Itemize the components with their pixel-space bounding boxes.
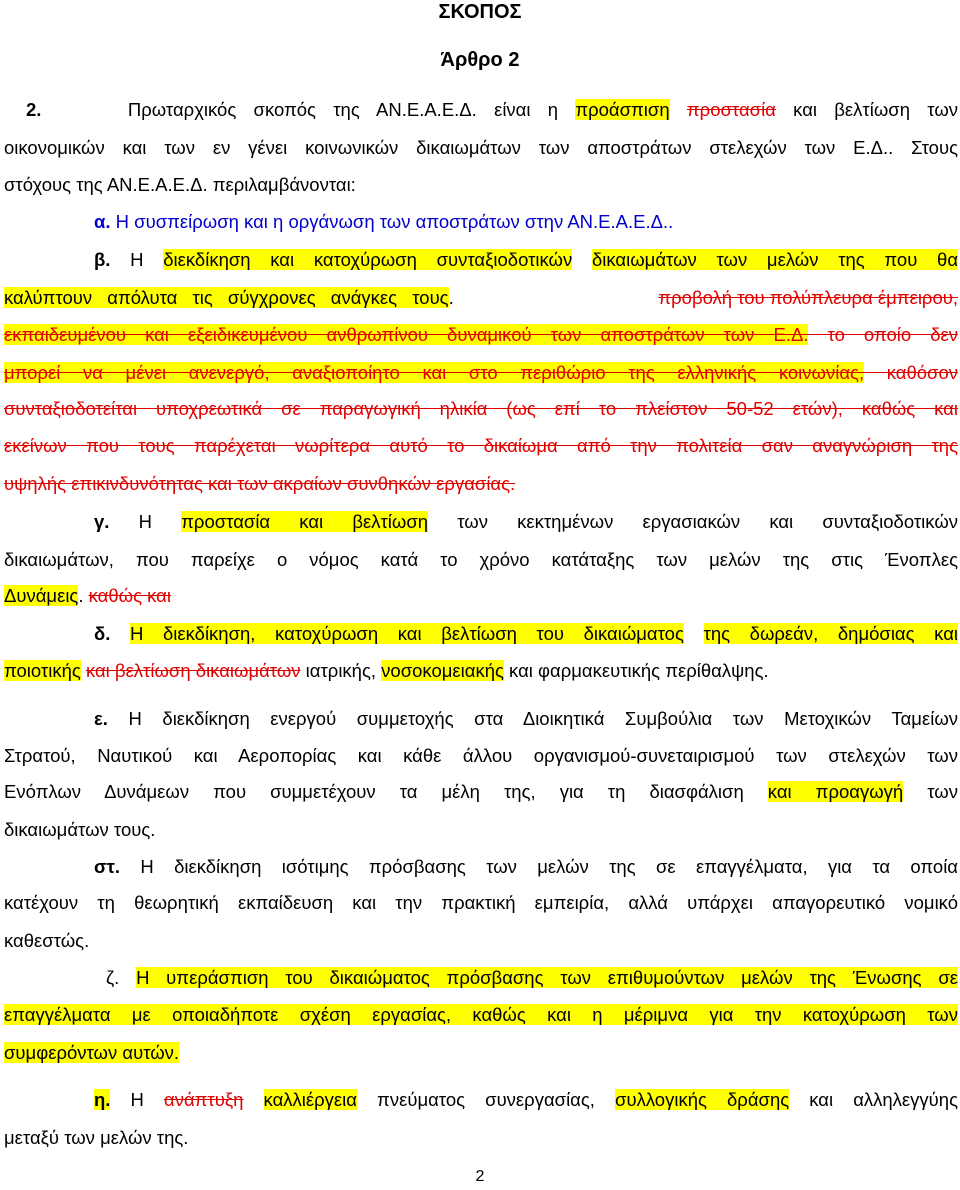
page-number: 2 [475, 1168, 485, 1185]
heading: ΣΚΟΠΟΣ [438, 1, 522, 23]
item-b-line-1: β. Η διεκδίκηση και κατοχύρωση συνταξιοδοτικών δικαιωμάτων των μελών της που θα [94, 249, 959, 270]
item-f-line-1: στ. Η διεκδίκηση ισότιμης πρόσβασης των μελών της σε επαγγέλματα, για τα οποία [94, 856, 959, 877]
item-c-line-3: Δυνάμεις. καθώς και [4, 585, 171, 606]
highlight: προάσπιση [575, 99, 670, 120]
item-b-line-6: εκείνων που τους παρέχεται νωρίτερα αυτό το δικαίωμα από την πολιτεία σαν αναγνώριση της [4, 435, 958, 456]
item-e-line-2: Στρατού, Ναυτικού και Αεροπορίας και κάθε άλλου οργανισμού-συνεταιρισμού των στελεχών των [4, 745, 958, 766]
item-f-line-3: καθεστώς. [4, 930, 90, 951]
item-b-line-2: καλύπτουν απόλυτα τις σύγχρονες ανάγκες τους. [4, 287, 454, 308]
item-h-line-2: μεταξύ των μελών της. [4, 1127, 189, 1148]
deleted-text: προβολή του πολύπλευρα έμπειρου, [658, 287, 958, 308]
paragraph-2-line-1: 2. Πρωταρχικός σκοπός της ΑΝ.Ε.Α.Ε.Δ. είναι η προάσπιση προστασία και βελτίωση των [26, 99, 959, 120]
item-b-line-4: μπορεί να μένει ανενεργό, αναξιοποίητο και στο περιθώριο της ελληνικής κοινωνίας, καθόσον [4, 362, 958, 383]
item-d-line-2: ποιοτικής και βελτίωση δικαιωμάτων ιατρικής, νοσοκομειακής και φαρμακευτικής περίθαλψης. [4, 660, 769, 681]
item-d-line-1: δ. Η διεκδίκηση, κατοχύρωση και βελτίωση του δικαιώματος της δωρεάν, δημόσιας και [94, 623, 958, 644]
item-c-line-2: δικαιωμάτων, που παρείχε ο νόμος κατά το χρόνο κατάταξης των μελών της στις Ένοπλες [4, 549, 958, 570]
item-g-line-1: ζ. Η υπεράσπιση του δικαιώματος πρόσβασης των επιθυμούντων μελών της Ένωσης σε [106, 967, 958, 988]
item-e-line-1: ε. Η διεκδίκηση ενεργού συμμετοχής στα Διοικητικά Συμβούλια των Μετοχικών Ταμείων [94, 708, 959, 729]
item-f-line-2: κατέχουν τη θεωρητική εκπαίδευση και την πρακτική εμπειρία, αλλά υπάρχει απαγορευτικό νομικό [4, 892, 958, 913]
paragraph-2-line-2: οικονομικών και των εν γένει κοινωνικών δικαιωμάτων των αποστράτων στελεχών των Ε.Δ.. Στους [4, 137, 958, 158]
paragraph-2-line-3: στόχους της ΑΝ.Ε.Α.Ε.Δ. περιλαμβάνονται: [4, 174, 356, 195]
item-h-line-1: η. Η ανάπτυξη καλλιέργεια πνεύματος συνεργασίας, συλλογικής δράσης και αλληλεγγύης [94, 1089, 959, 1110]
item-e-line-4: δικαιωμάτων τους. [4, 819, 156, 840]
item-g-line-2: επαγγέλματα με οποιαδήποτε σχέση εργασίας, καθώς και η μέριμνα για την κατοχύρωση των [4, 1004, 958, 1025]
item-g-line-3: συμφερόντων αυτών. [4, 1042, 180, 1063]
item-b-line-5: συνταξιοδοτείται υποχρεωτικά σε παραγωγική ηλικία (ως επί το πλείστον 50-52 ετών), καθώς και [4, 398, 958, 419]
article-title: Άρθρο 2 [440, 49, 520, 71]
item-b-line-3: εκπαιδευμένου και εξειδικευμένου ανθρωπίνου δυναμικού των αποστράτων των Ε.Δ. το οποίο δεν [4, 324, 958, 345]
item-b-line-7: υψηλής επικινδυνότητας και των ακραίων συνθηκών εργασίας. [4, 473, 516, 494]
item-c-line-1: γ. Η προστασία και βελτίωση των κεκτημένων εργασιακών και συνταξιοδοτικών [94, 511, 959, 532]
item-a: α. Η συσπείρωση και η οργάνωση των αποστράτων στην ΑΝ.Ε.Α.Ε.Δ.. [94, 211, 674, 232]
item-e-line-3: Ενόπλων Δυνάμεων που συμμετέχουν τα μέλη της, για τη διασφάλιση και προαγωγή των [4, 781, 958, 802]
deleted-text: προστασία [686, 99, 776, 120]
